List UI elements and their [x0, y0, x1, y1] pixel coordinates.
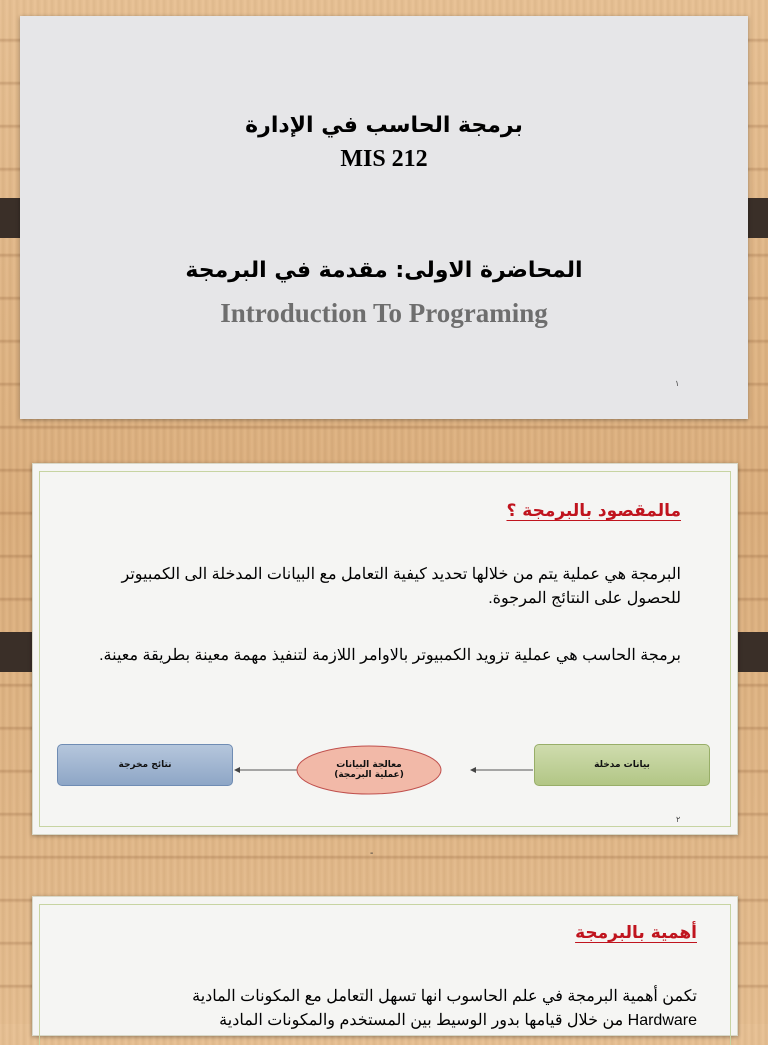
process-label	[297, 747, 441, 793]
side-tab-right-1	[748, 198, 768, 238]
lecture-title-english: Introduction To Programing	[220, 298, 548, 328]
slide-heading: مالمقصود بالبرمجة ؟	[506, 501, 681, 521]
slide-heading: أهمية بالبرمجة	[575, 923, 697, 943]
input-box: بيانات مدخلة	[534, 744, 710, 786]
importance-line-2: Hardware من خلال قيامها بدور الوسيط بين المستخدم والمكونات المادية	[219, 1012, 697, 1029]
output-box: نتائج مخرجة	[57, 744, 233, 786]
course-title-arabic: برمجة الحاسب في الإدارة	[245, 113, 523, 138]
slide-definition	[32, 463, 738, 835]
page-number: ١	[675, 379, 680, 388]
slide-importance	[32, 896, 738, 1036]
definition-paragraph-1: البرمجة هي عملية يتم من خلالها تحديد كيفية التعامل مع البيانات المدخلة الى الكمبيوتر للحصول على النتائج المرجوة.	[121, 566, 681, 607]
definition-paragraph-2: برمجة الحاسب هي عملية تزويد الكمبيوتر بالاوامر اللازمة لتنفيذ مهمة معينة بطريقة معينة.	[99, 647, 681, 664]
course-code: MIS 212	[340, 146, 428, 172]
importance-line-1: تكمن أهمية البرمجة في علم الحاسوب انها تسهل التعامل مع المكونات المادية	[192, 988, 697, 1005]
side-tab-left-1	[0, 198, 22, 238]
process-line-1: معالجة البيانات	[336, 760, 402, 770]
separator-mark: -	[370, 848, 374, 859]
process-line-2: (عملية البرمجة)	[334, 770, 404, 780]
page-number: ٢	[676, 815, 681, 824]
slide-title	[20, 16, 748, 419]
lecture-title-arabic: المحاضرة الاولى: مقدمة في البرمجة	[185, 258, 583, 283]
